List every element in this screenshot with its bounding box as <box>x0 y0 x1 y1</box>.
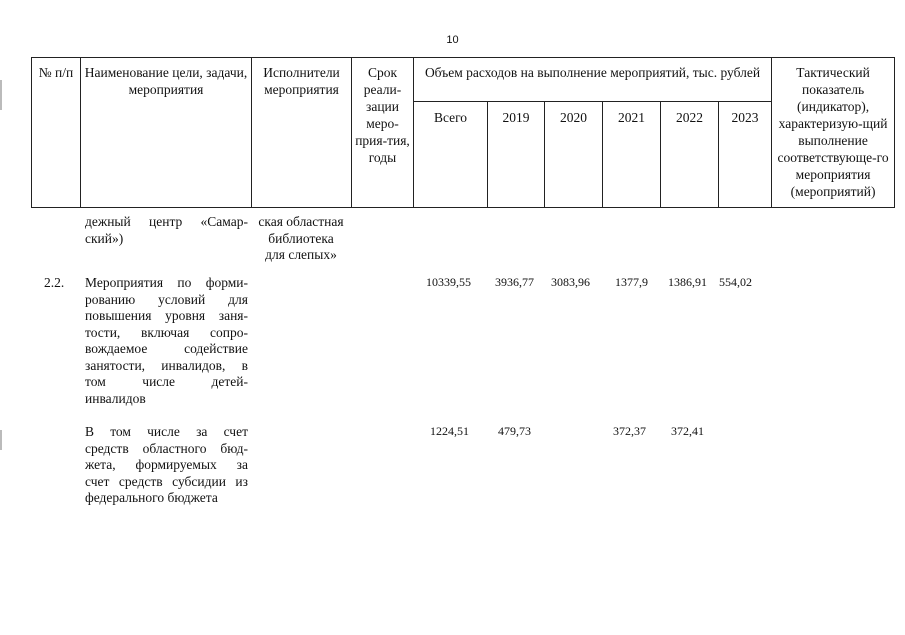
row-value-2021: 1377,9 <box>615 275 648 289</box>
header-num: № п/п <box>32 58 81 208</box>
header-year: 2019 <box>488 102 545 208</box>
scan-edge-mark <box>0 430 2 450</box>
row-number: 2.2. <box>44 275 65 290</box>
header-name: Наименование цели, задачи, мероприятия <box>81 58 252 208</box>
header-total: Всего <box>414 102 488 208</box>
row-total: 10339,55 <box>426 275 471 289</box>
subrow-total: 1224,51 <box>430 424 469 438</box>
row-value-2023: 554,02 <box>719 275 752 289</box>
row-value-2020: 3083,96 <box>551 275 590 289</box>
header-term: Срок реали-зации меро-прия-тия, годы <box>352 58 414 208</box>
header-year: 2020 <box>545 102 603 208</box>
table-header <box>31 57 895 208</box>
continuation-executor: ская областная библиотека для слепых» <box>258 214 344 262</box>
subrow-value-2019: 479,73 <box>498 424 531 438</box>
row-value-2022: 1386,91 <box>668 275 707 289</box>
header-year: 2023 <box>719 102 772 208</box>
header-volume: Объем расходов на выполнение мероприятий, тыс. рублей <box>414 58 772 102</box>
header-executors: Исполнители мероприятия <box>252 58 352 208</box>
page-number: 10 <box>446 34 459 46</box>
header-year: 2022 <box>661 102 719 208</box>
subrow-value-2021: 372,37 <box>613 424 646 438</box>
row-value-2019: 3936,77 <box>495 275 534 289</box>
subrow-name: В том числе за счет средств областного бюд- жета, формируемых за счет средств субсидии из федерального бюджета <box>85 424 248 505</box>
continuation-name: дежный центр «Самар- ский») <box>85 214 248 246</box>
row-name: Мероприятия по форми- рованию условий для повышения уровня заня- тости, включая сопро- вождаемое содействие занятости, инвалидов, в том числе детей- инвалидов <box>85 275 248 406</box>
subrow-value-2022: 372,41 <box>671 424 704 438</box>
scan-edge-mark <box>0 80 2 110</box>
header-year: 2021 <box>603 102 661 208</box>
header-indicator: Тактический показатель (индикатор), характеризую-щий выполнение соответствующе-го мероприятия (мероприятий) <box>772 58 895 208</box>
